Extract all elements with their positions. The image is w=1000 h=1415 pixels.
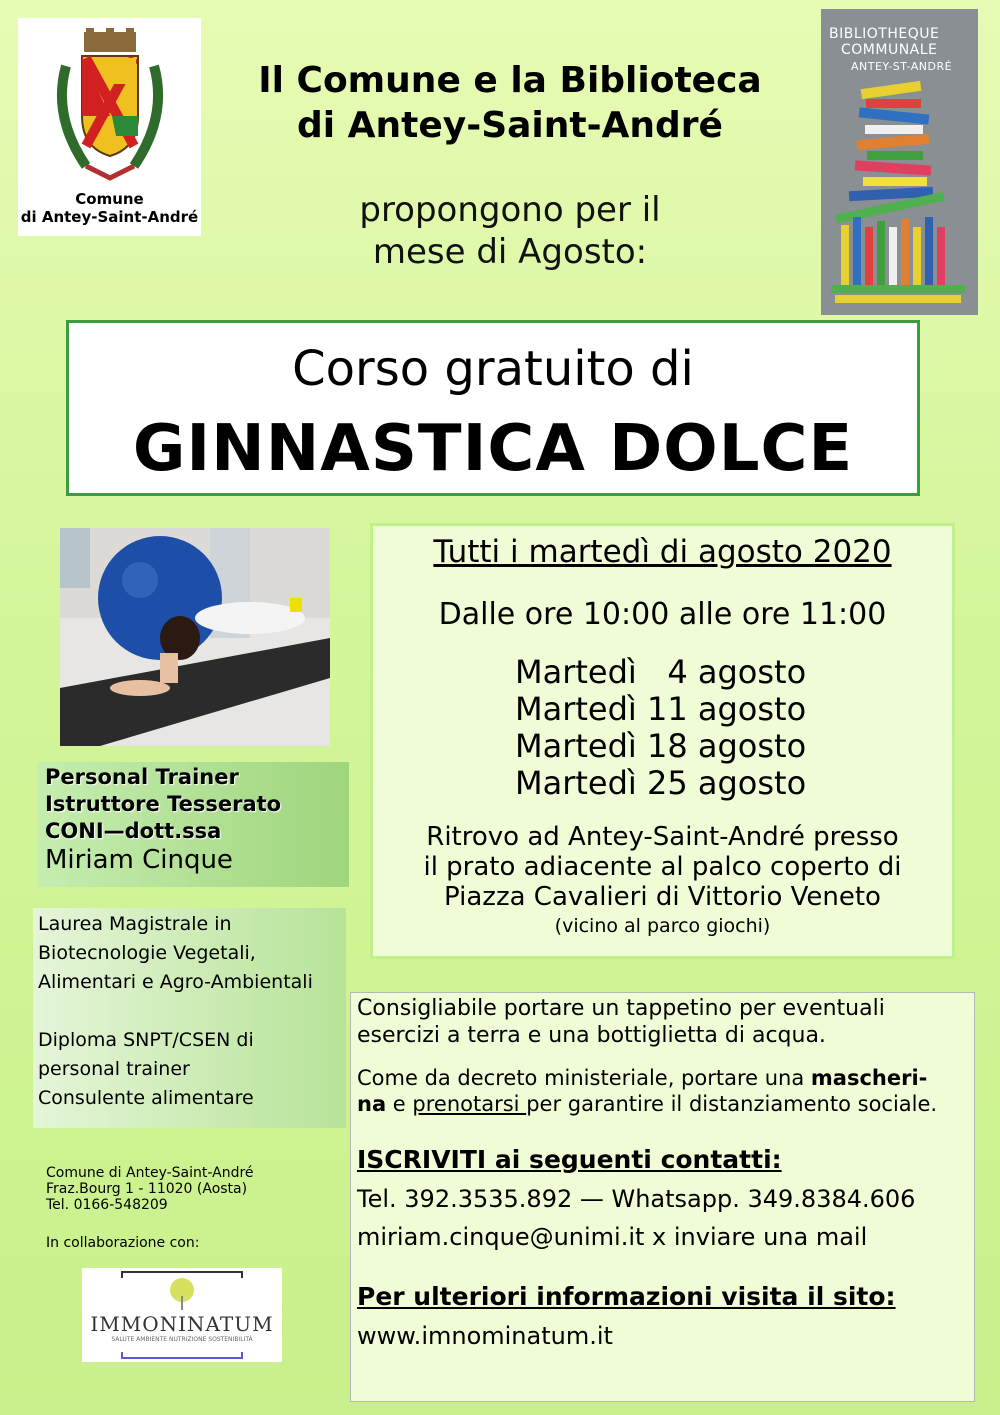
trainer-box [37,762,349,887]
contact-line-3: Tel. 0166-548209 [46,1197,168,1213]
biblio-logo-line-2: COMMUNALE [841,42,938,58]
biblioteca-logo [821,9,978,315]
collab-label: In collaborazione con: [46,1235,200,1251]
advice-line-2: esercizi a terra e una bottiglietta di acqua. [357,1023,826,1048]
title-line-2: GINNASTICA DOLCE [132,412,854,486]
decree-text: Come da decreto ministeriale, portare una mascheri- na e prenotarsi per garantire il distanziamento sociale. [357,1066,938,1116]
qualifications-box [33,908,346,1128]
title-line-1: Corso gratuito di [292,341,694,397]
qualification-3: Alimentari e Agro-Ambientali [38,971,313,993]
schedule-date-1: Martedì 4 agosto [515,653,807,691]
trainer-title-1: Personal Trainer [45,765,239,789]
title-box [66,320,920,496]
contact-line-2: Fraz.Bourg 1 - 11020 (Aosta) [46,1181,248,1197]
meeting-note: (vicino al parco giochi) [554,915,771,937]
header-line-1: Il Comune e la Biblioteca [258,60,762,101]
meeting-line-3: Piazza Cavalieri di Vittorio Veneto [444,882,881,912]
register-heading: ISCRIVITI ai seguenti contatti: [357,1145,782,1174]
site-heading: Per ulteriori informazioni visita il sito: [357,1282,896,1311]
qualification-6: Consulente alimentare [38,1087,254,1109]
schedule-date-3: Martedì 18 agosto [515,727,807,765]
trainer-title-2: Istruttore Tesserato [45,792,282,816]
qualification-1: Laurea Magistrale in [38,913,232,935]
biblio-logo-line-3: ANTEY-ST-ANDRÉ [851,60,953,73]
qualification-4: Diploma SNPT/CSEN di [38,1029,254,1051]
qualification-5: personal trainer [38,1058,190,1080]
header-sub-1: propongono per il [359,190,661,230]
meeting-line-1: Ritrovo ad Antey-Saint-André presso [426,822,899,852]
schedule-heading: Tutti i martedì di agosto 2020 [433,534,892,570]
trainer-title-3: CONI—dott.ssa [45,819,222,843]
advice-line-1: Consigliabile portare un tappetino per eventuali [357,996,885,1021]
schedule-box [370,523,955,959]
info-box [350,992,975,1402]
partner-name: IMMONINATUM [90,1312,274,1336]
header-sub-2: mese di Agosto: [372,232,648,272]
comune-caption-1: Comune [75,190,144,208]
contact-phone[interactable]: Tel. 392.3535.892 — Whatsapp. 349.8384.606 [357,1185,916,1213]
website-link[interactable]: www.imnominatum.it [357,1322,613,1350]
comune-caption-2: di Antey-Saint-André [20,208,199,226]
contact-line-1: Comune di Antey-Saint-André [46,1165,254,1181]
meeting-line-2: il prato adiacente al palco coperto di [423,852,902,882]
header-line-2: di Antey-Saint-André [297,105,723,146]
biblio-logo-line-1: BIBLIOTHEQUE [829,26,940,42]
partner-tagline: SALUTE AMBIENTE NUTRIZIONE SOSTENIBILITÀ [111,1336,253,1343]
qualification-2: Biotecnologie Vegetali, [38,942,256,964]
schedule-hours: Dalle ore 10:00 alle ore 11:00 [438,597,887,632]
schedule-date-4: Martedì 25 agosto [515,764,807,802]
comune-logo [18,18,201,236]
books-stack-icon [821,77,978,315]
contact-email[interactable]: miriam.cinque@unimi.it x inviare una mail [357,1223,868,1251]
exercise-photo [60,528,330,746]
trainer-name: Miriam Cinque [45,845,233,875]
coat-of-arms-icon [46,26,174,186]
schedule-date-2: Martedì 11 agosto [515,690,807,728]
partner-logo [82,1268,282,1362]
